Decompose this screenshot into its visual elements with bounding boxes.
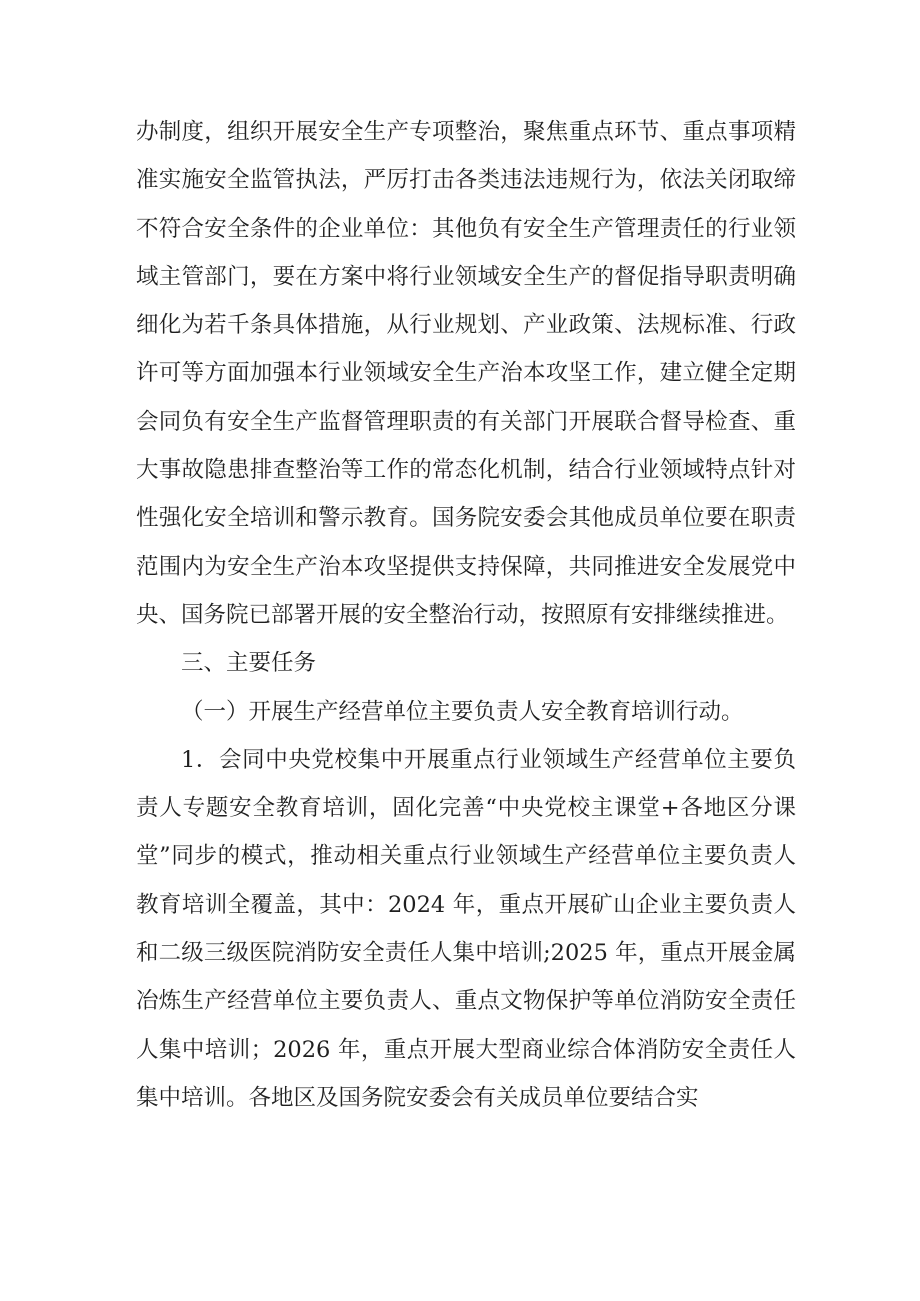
- subsection-heading-training-action: （一）开展生产经营单位主要负责人安全教育培训行动。: [181, 698, 744, 725]
- document-body: [136, 108, 796, 1122]
- body-paragraph-continued: 办制度，组织开展安全生产专项整治，聚焦重点环节、重点事项精准实施安全监管执法，严厉打击各类违法违规行为，依法关闭取缔不符合安全条件的企业单位：其他负有安全生产管理责任的行业领域主管部门，要在方案中将行业领域安全生产的督促指导职责明确细化为若千条具体措施，从行业规划、产业政策、法规标准、行政许可等方面加强本行业领域安全生产治本攻坚工作，建立健全定期会同负有安全生产监督管理职责的有关部门开展联合督导检查、重大事故隐患排查整治等工作的常态化机制，结合行业领域特点针对性强化安全培训和警示教育。国务院安委会其他成员单位要在职责范围内为安全生产治本攻坚提供支持保障，共同推进安全发展党中央、国务院已部署开展的安全整治行动，按照原有安排继续推进。: [136, 119, 796, 628]
- section-heading-main-tasks: 三、主要任务: [181, 650, 317, 677]
- body-paragraph-item-1: 1．会同中央党校集中开展重点行业领域生产经营单位主要负责人专题安全教育培训，固化完善“中央党校主课堂+各地区分课堂”同步的模式，推动相关重点行业领域生产经营单位主要负责人教育培训全覆盖，其中：2024 年，重点开展矿山企业主要负责人和二级三级医院消防安全责任人集中培训;2025 年，重点开展金属冶炼生产经营单位主要负责人、重点文物保护等单位消防安全责任人集中培训；2026 年，重点开展大型商业综合体消防安全责任人集中培训。各地区及国务院安委会有关成员单位要结合实: [136, 746, 796, 1111]
